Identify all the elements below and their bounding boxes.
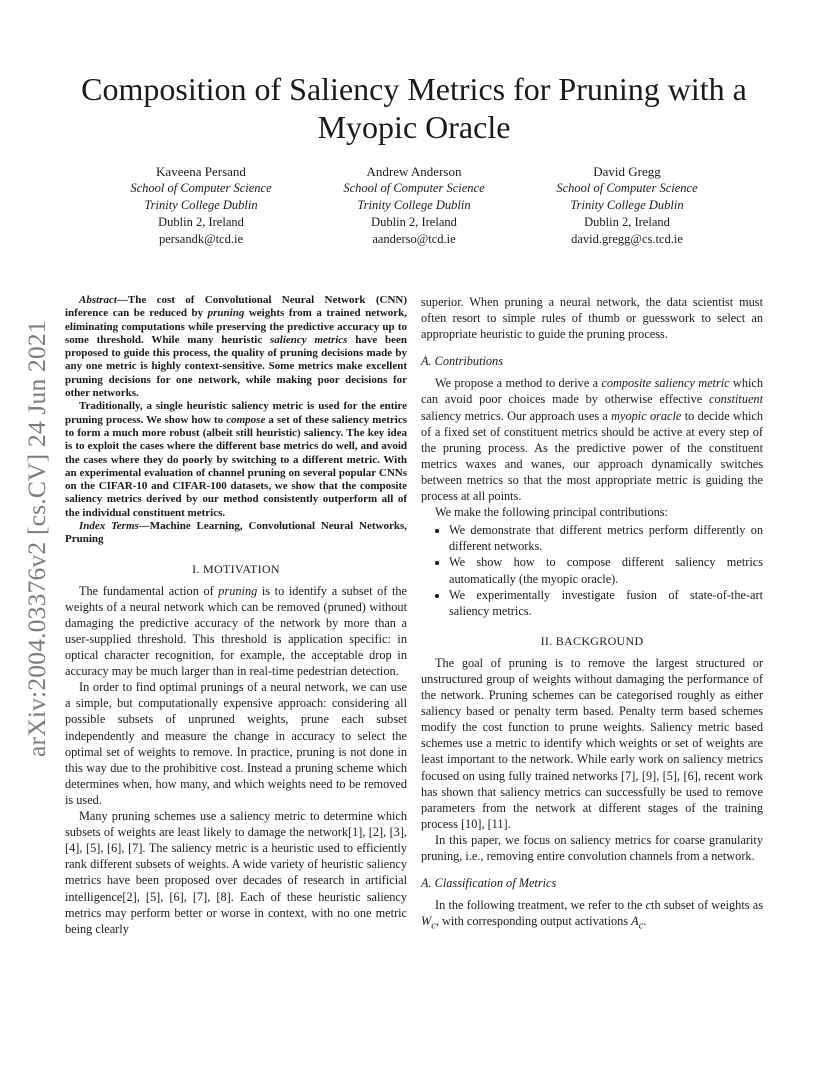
author-address: Dublin 2, Ireland	[584, 215, 670, 229]
author-email[interactable]: persandk@tcd.ie	[158, 232, 244, 246]
body-paragraph: We make the following principal contributions:	[435, 505, 668, 520]
author-address: Dublin 2, Ireland	[158, 215, 244, 229]
author-block-3	[527, 163, 727, 248]
author-email[interactable]: david.gregg@cs.tcd.ie	[571, 232, 683, 246]
body-paragraph: We propose a method to derive a composite saliency metric which can avoid poor choices made by otherwise effective constituent saliency metrics. Our approach uses a myopic oracle to decide which of a fixed set of constituent metrics should be active at every step of the pruning process. As the predictive power of the constituent metrics waxes and wanes, our approach dynamically switches between metrics so that the most appropriate metric is guiding the process at all points.	[421, 376, 764, 504]
body-paragraph: In order to find optimal prunings of a neural network, we can use a simple, but computationally expensive approach: considering all possible subsets of unpruned weights, prune each subset independently and measure the change in accuracy to select the optimal set of weights to remove. In practice, pruning is not done in this way due to the prohibitive cost. Instead a pruning scheme which determines when, how many, and which weights need to be removed is used.	[65, 680, 407, 807]
author-name: David Gregg	[593, 164, 661, 179]
subsection-heading-classification: A. Classification of Metrics	[421, 876, 557, 891]
arxiv-watermark: arXiv:2004.03376v2 [cs.CV] 24 Jun 2021	[22, 320, 51, 757]
author-address: Dublin 2, Ireland	[371, 215, 457, 229]
abstract-label: Abstract	[79, 294, 117, 306]
index-terms: Index Terms—Machine Learning, Convolutional Neural Networks, Pruning	[65, 520, 407, 546]
left-column	[65, 294, 407, 937]
body-paragraph: Many pruning schemes use a saliency metric to determine which subsets of weights are least likely to damage the network[1], [2], [3], [4], [5], [6], [7]. The saliency metric is a heuristic used to efficiently rank different subsets of weights. A wide variety of heuristic saliency metrics have been proposed over decades of research in artificial intelligence[2], [5], [6], [7], [8]. Each of these heuristic saliency metrics may perform better or worse in context, with no one metric being clearly	[65, 809, 407, 936]
author-block-1	[101, 163, 301, 248]
author-email[interactable]: aanderso@tcd.ie	[372, 232, 456, 246]
body-paragraph: The goal of pruning is to remove the largest structured or unstructured group of weights without damaging the performance of the network. Pruning schemes can be categorised roughly as either saliency based or penalty term based. Penalty term based schemes modify the cost function to prune weights. Saliency metric based schemes use a metric to identify which weights or set of weights are least important to the network. While early work on saliency metrics focused on using fully trained networks [7], [9], [5], [6], recent work has shown that saliency metrics can successfully be used to remove parameters from the network at different stages of the training process [10], [11].	[421, 655, 763, 831]
section-heading-background: II. BACKGROUND	[540, 633, 644, 648]
abstract-paragraph-2: Traditionally, a single heuristic saliency metric is used for the entire pruning process. We show how to compose a set of these saliency metrics to form a much more robust (albeit still heuristic) saliency. The key idea is to exploit the cases where the different base metrics do well, and avoid the cases where they do poorly by switching to a different metric. With an experimental evaluation of channel pruning on several popular CNNs on the CIFAR-10 and CIFAR-100 datasets, we show that the composite saliency metrics derived by our method consistently outperform all of the individual constituent metrics.	[65, 400, 408, 519]
body-paragraph: superior. When pruning a neural network, the data scientist must often resort to simple rules of thumb or guesswork to select an appropriate heuristic to guide the pruning process.	[421, 295, 763, 342]
author-block-2	[314, 163, 514, 248]
body-paragraph: In the following treatment, we refer to the cth subset of weights as $W_c$, with corresponding output activations $A_c$.	[421, 898, 763, 932]
author-name: Kaveena Persand	[156, 164, 246, 179]
author-institution: Trinity College Dublin	[357, 198, 471, 212]
author-name: Andrew Anderson	[366, 164, 462, 179]
list-item: • We show how to compose different saliency metrics automatically (the myopic oracle).	[449, 554, 763, 586]
abstract-paragraph-1: Abstract—The cost of Convolutional Neural Network (CNN) inference can be reduced by pruning weights from a trained network, eliminating computations while preserving the predictive accuracy up to some threshold. While many heuristic saliency metrics have been proposed to guide this process, the quality of pruning decisions made by any one metric is highly context-sensitive. Some metrics make excellent pruning decisions for one network, while making poor decisions for other networks.	[65, 294, 408, 400]
body-paragraph: In this paper, we focus on saliency metrics for coarse granularity pruning, i.e., removing entire convolution channels from a network.	[421, 832, 763, 863]
body-paragraph: The fundamental action of pruning is to identify a subset of the weights of a neural network which can be removed (pruned) without damaging the predictive accuracy of the network by more than a user-supplied threshold. This threshold is application specific: in optical character recognition, for example, the acceptable drop in accuracy may be much larger than in real-time pedestrian detection.	[65, 583, 407, 679]
author-institution: Trinity College Dublin	[144, 198, 258, 212]
subsection-heading-contributions: A. Contributions	[421, 354, 503, 369]
list-item: • We experimentally investigate fusion of state-of-the-art saliency metrics.	[449, 587, 763, 619]
list-item: • We demonstrate that different metrics perform differently on different networks.	[449, 522, 763, 554]
author-dept: School of Computer Science	[130, 181, 272, 195]
paper-title: Composition of Saliency Metrics for Pruning with a Myopic Oracle	[81, 71, 747, 145]
contributions-list	[421, 522, 763, 619]
author-dept: School of Computer Science	[556, 181, 698, 195]
author-institution: Trinity College Dublin	[570, 198, 684, 212]
right-column	[421, 294, 763, 935]
author-dept: School of Computer Science	[343, 181, 485, 195]
section-heading-motivation: I. MOTIVATION	[192, 561, 280, 576]
